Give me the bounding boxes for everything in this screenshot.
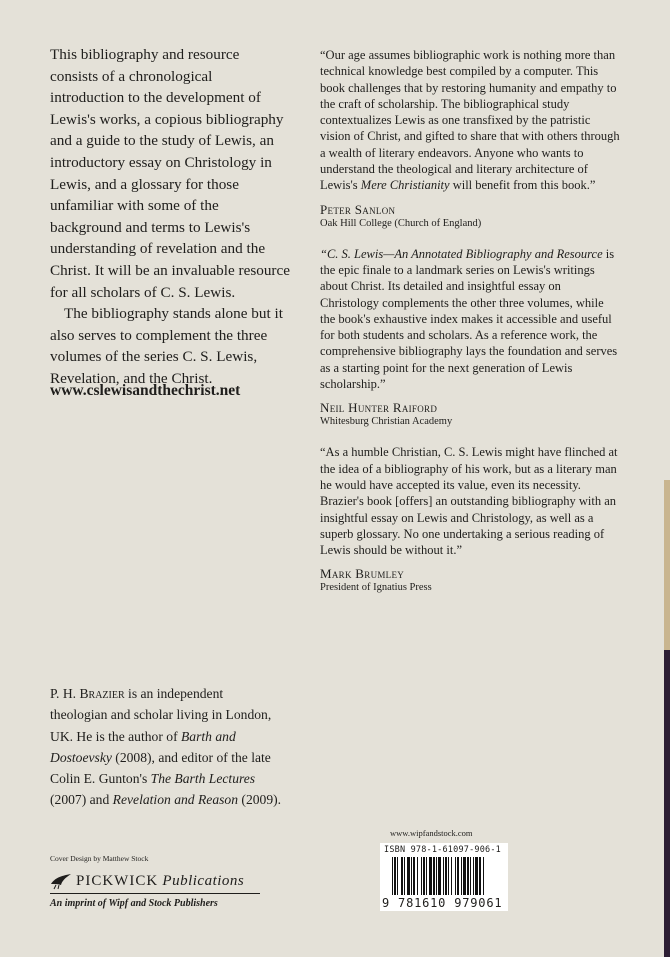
spine-gold-band bbox=[664, 480, 670, 650]
publisher-block bbox=[50, 872, 260, 909]
book-description bbox=[50, 44, 290, 390]
series-website-link[interactable]: www.cslewisandthechrist.net bbox=[50, 382, 241, 399]
endorser-name: Neil Hunter Raiford bbox=[320, 400, 438, 416]
author-bio: P. H. Brazier is an independent theologian and scholar living in London, UK. He is the author of Barth and Dostoevsky (2008), and editor of the late Colin E. Gunton's The Barth Lectures (2007) and Revelation and Reason (2009). bbox=[50, 686, 282, 808]
endorser-affiliation: Oak Hill College (Church of England) bbox=[320, 217, 482, 229]
endorser-affiliation: President of Ignatius Press bbox=[320, 582, 432, 594]
endorsement-brumley bbox=[320, 444, 620, 594]
endorser-affiliation: Whitesburg Christian Academy bbox=[320, 416, 453, 428]
spine-dark-band bbox=[664, 650, 670, 957]
author-name: P. H. Brazier bbox=[50, 686, 125, 701]
endorsement-quote: “Our age assumes bibliographic work is nothing more than technical knowledge best compiled by a computer. This book challenges that by restoring humanity and empathy to the craft of scholarship. The bibliographical study contextualizes Lewis as one transfixed by the patristic vision of Christ, and gifted to share that with others through a wealth of literary endeavors. Anyone who wants to understand the theological and literary architecture of Lewis's Mere Christianity will benefit from this book.” bbox=[320, 48, 620, 193]
endorsement-sanlon bbox=[320, 47, 620, 230]
publisher-imprint: An imprint of Wipf and Stock Publishers bbox=[50, 898, 218, 909]
endorsement-raiford bbox=[320, 246, 620, 429]
endorser-name: Peter Sanlon bbox=[320, 201, 396, 217]
cover-design-credit: Cover Design by Matthew Stock bbox=[50, 854, 149, 863]
description-paragraph-2: The bibliography stands alone but it also serves to complement the three volumes of the series C. S. Lewis, Revelation, and the Christ. bbox=[50, 305, 283, 387]
isbn-number: ISBN 978-1-61097-906-1 bbox=[384, 845, 501, 855]
description-paragraph-1: This bibliography and resource consists of a chronological introduction to the development of Lewis's works, a copious bibliography and a guide to the study of Lewis, an introductory essay on Christology in Lewis, and a glossary for those unfamiliar with some of the background and terms to Lewis's understanding of revelation and the Christ. It will be an invaluable resource for all scholars of C. S. Lewis. bbox=[50, 46, 290, 301]
publisher-name: PICKWICK Publications bbox=[76, 872, 245, 889]
spine-edge bbox=[664, 0, 670, 957]
publisher-logo bbox=[50, 872, 260, 890]
publisher-divider bbox=[50, 893, 260, 894]
endorser-name: Mark Brumley bbox=[320, 566, 405, 582]
publisher-website-link[interactable]: www.wipfandstock.com bbox=[390, 828, 473, 838]
endorsements bbox=[320, 47, 620, 610]
bird-icon bbox=[50, 872, 72, 890]
isbn-barcode bbox=[380, 843, 508, 911]
barcode-digits: 9 781610 979061 bbox=[382, 896, 503, 910]
endorsement-quote: “C. S. Lewis—An Annotated Bibliography and Resource is the epic finale to a landmark series on Lewis's writings about Christ. Its detailed and insightful essay on Christology complements the other three volumes, while the book's exhaustive index makes it accessible and useful for both students and scholars. As a reference work, the comprehensive bibliography lays the foundation and serves as a starting point for the next generation of Lewis scholarship.” bbox=[320, 246, 618, 392]
endorsement-quote: “As a humble Christian, C. S. Lewis might have flinched at the idea of a bibliography of his work, but as a literary man he would have accepted its value, even its necessity. Brazier's book [offers] an outstanding bibliography with an insightful essay on Lewis and Christology, as well as a superb glossary. No one undertaking a serious reading of Lewis should be without it.” bbox=[320, 445, 618, 558]
